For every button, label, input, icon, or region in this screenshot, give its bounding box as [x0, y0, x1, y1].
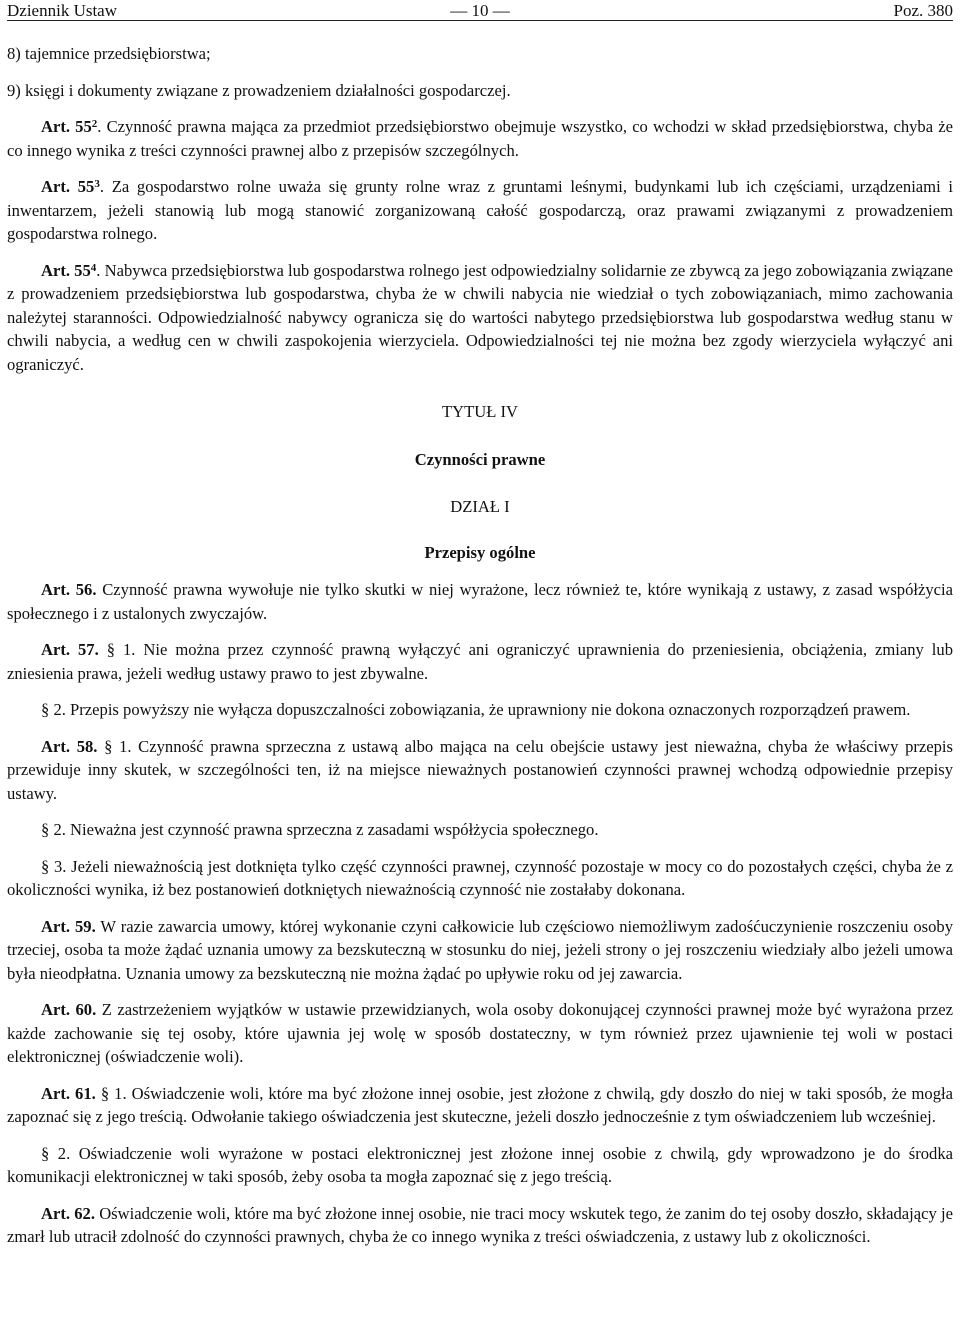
article-superscript: 2	[91, 118, 98, 130]
article-label: Art. 61.	[41, 1083, 96, 1103]
article-text: Oświadczenie woli, które ma być złożone innej osobie, nie traci mocy wskutek tego, że zanim do tej osoby doszło, składający je zmarł lub utracił zdolność do czynności prawnych, chyba że co innego wynika z treści oświadczenia, z ustawy lub z okoliczności.	[7, 1203, 953, 1246]
article-text: § 1. Czynność prawna sprzeczna z ustawą albo mająca na celu obejście ustawy jest nieważna, chyba że właściwy przepis przewiduje inny skutek, w szczególności ten, iż na miejsce nieważnych postanowień czynności prawnej wchodzą odpowiednie przepisy ustawy.	[7, 736, 953, 803]
article-55-4	[7, 259, 953, 377]
article-text: . Nabywca przedsiębiorstwa lub gospodarstwa rolnego jest odpowiedzialny solidarnie ze zbywcą za jego zobowiązania związane z prowadzeniem przedsiębiorstwa lub gospodarstwa, chyba że w chwili nabycia nie wiedział o tych zobowiązaniach, mimo zachowania należytej staranności. Odpowiedzialność nabywcy ogranicza się do wartości nabytego przedsiębiorstwa lub gospodarstwa według stanu w chwili nabycia, a według cen w chwili zaspokojenia wierzyciela. Odpowiedzialności tej nie można bez zgody wierzyciela wyłączyć ani ograniczyć.	[7, 260, 953, 374]
article-label: Art. 55	[41, 177, 95, 196]
article-text: § 1. Nie można przez czynność prawną wyłączyć ani ograniczyć uprawnienia do przeniesienia, obciążenia, zmiany lub zniesienia prawa, jeżeli według ustawy prawo to jest zbywalne.	[7, 640, 953, 683]
position-number: Poz. 380	[893, 1, 953, 20]
header-rule	[7, 20, 953, 21]
article-label: Art. 55	[41, 117, 92, 136]
article-61-par-1	[7, 1082, 953, 1129]
division-name: Przepisy ogólne	[424, 542, 536, 562]
article-60	[7, 998, 953, 1069]
article-57-par-1	[7, 638, 953, 685]
article-56	[7, 578, 953, 625]
article-57-par-2: § 2. Przepis powyższy nie wyłącza dopuszczalności zobowiązania, że uprawniony nie dokona oznaczonych rozporządzeń prawem.	[41, 700, 911, 719]
article-61-par-2: § 2. Oświadczenie woli wyrażone w postaci elektronicznej jest złożone innej osobie z chwilą, gdy wprowadzono je do środka komunikacji elektronicznej w taki sposób, żeby osoba ta mogła zapoznać się z jego treścią.	[7, 1143, 953, 1186]
article-label: Art. 57.	[41, 640, 99, 659]
page-number: — 10 —	[450, 1, 510, 20]
title-heading: TYTUŁ IV	[441, 402, 519, 421]
article-59	[7, 915, 953, 986]
article-55-3	[7, 175, 953, 246]
article-text: . Za gospodarstwo rolne uważa się grunty rolne wraz z gruntami leśnymi, budynkami lub ich częściami, urządzeniami i inwentarzem, jeżeli stanowią lub mogą stanowić zorganizowaną całość gospodarczą, oraz prawami związanymi z prowadzeniem gospodarstwa rolnego.	[7, 177, 954, 243]
article-label: Art. 55	[41, 260, 91, 280]
article-label: Art. 62.	[41, 1203, 95, 1223]
article-text: Czynność prawna wywołuje nie tylko skutki w niej wyrażone, lecz również te, które wynikają z ustawy, z zasad współżycia społecznego i z ustalonych zwyczajów.	[7, 580, 953, 623]
title-name: Czynności prawne	[414, 449, 546, 469]
document-page	[7, 0, 953, 1249]
article-superscript: 3	[94, 178, 100, 190]
division-heading: DZIAŁ I	[450, 497, 510, 516]
article-label: Art. 58.	[41, 736, 98, 756]
list-item: 8) tajemnice przedsiębiorstwa;	[7, 44, 211, 63]
article-text: . Czynność prawna mająca za przedmiot przedsiębiorstwo obejmuje wszystko, co wchodzi w skład przedsiębiorstwa, chyba że co innego wynika z treści czynności prawnej albo z przepisów szczególnych.	[7, 117, 953, 160]
article-label: Art. 59.	[41, 916, 96, 936]
page-header	[7, 0, 953, 22]
article-55-2	[7, 115, 953, 162]
article-58-par-3: § 3. Jeżeli nieważnością jest dotknięta tylko część czynności prawnej, czynność pozostaje w mocy co do pozostałych części, chyba że z okoliczności wynika, iż bez postanowień dotkniętych nieważnością czynność nie zostałaby dokonana.	[7, 856, 953, 899]
journal-name: Dziennik Ustaw	[7, 1, 118, 20]
article-label: Art. 60.	[41, 1000, 97, 1019]
article-58-par-2: § 2. Nieważna jest czynność prawna sprzeczna z zasadami współżycia społecznego.	[41, 820, 599, 839]
article-label: Art. 56.	[41, 580, 97, 599]
article-superscript: 4	[90, 261, 97, 274]
article-text: § 1. Oświadczenie woli, które ma być złożone innej osobie, jest złożone z chwilą, gdy doszło do niej w taki sposób, że mogła zapoznać się z jego treścią. Odwołanie takiego oświadczenia jest skuteczne, jeżeli doszło jednocześnie z tym oświadczeniem lub wcześniej.	[7, 1083, 954, 1126]
article-text: Z zastrzeżeniem wyjątków w ustawie przewidzianych, wola osoby dokonującej czynności prawnej może być wyrażona przez każde zachowanie się tej osoby, które ujawnia jej wolę w sposób dostateczny, w tym również przez ujawnienie tej woli w postaci elektronicznej (oświadczenie woli).	[7, 1000, 953, 1066]
article-58-par-1	[7, 735, 953, 806]
article-text: W razie zawarcia umowy, której wykonanie czyni całkowicie lub częściowo niemożliwym zadośćuczynienie roszczeniu osoby trzeciej, osoba ta może żądać uznania umowy za bezskuteczną w stosunku do niej, jeżeli strony o jej roszczeniu wiedziały albo jeżeli umowa była nieodpłatna. Uznania umowy za bezskuteczną nie można żądać po upływie roku od jej zawarcia.	[7, 916, 953, 983]
article-62	[7, 1202, 953, 1249]
list-item: 9) księgi i dokumenty związane z prowadzeniem działalności gospodarczej.	[7, 80, 511, 100]
